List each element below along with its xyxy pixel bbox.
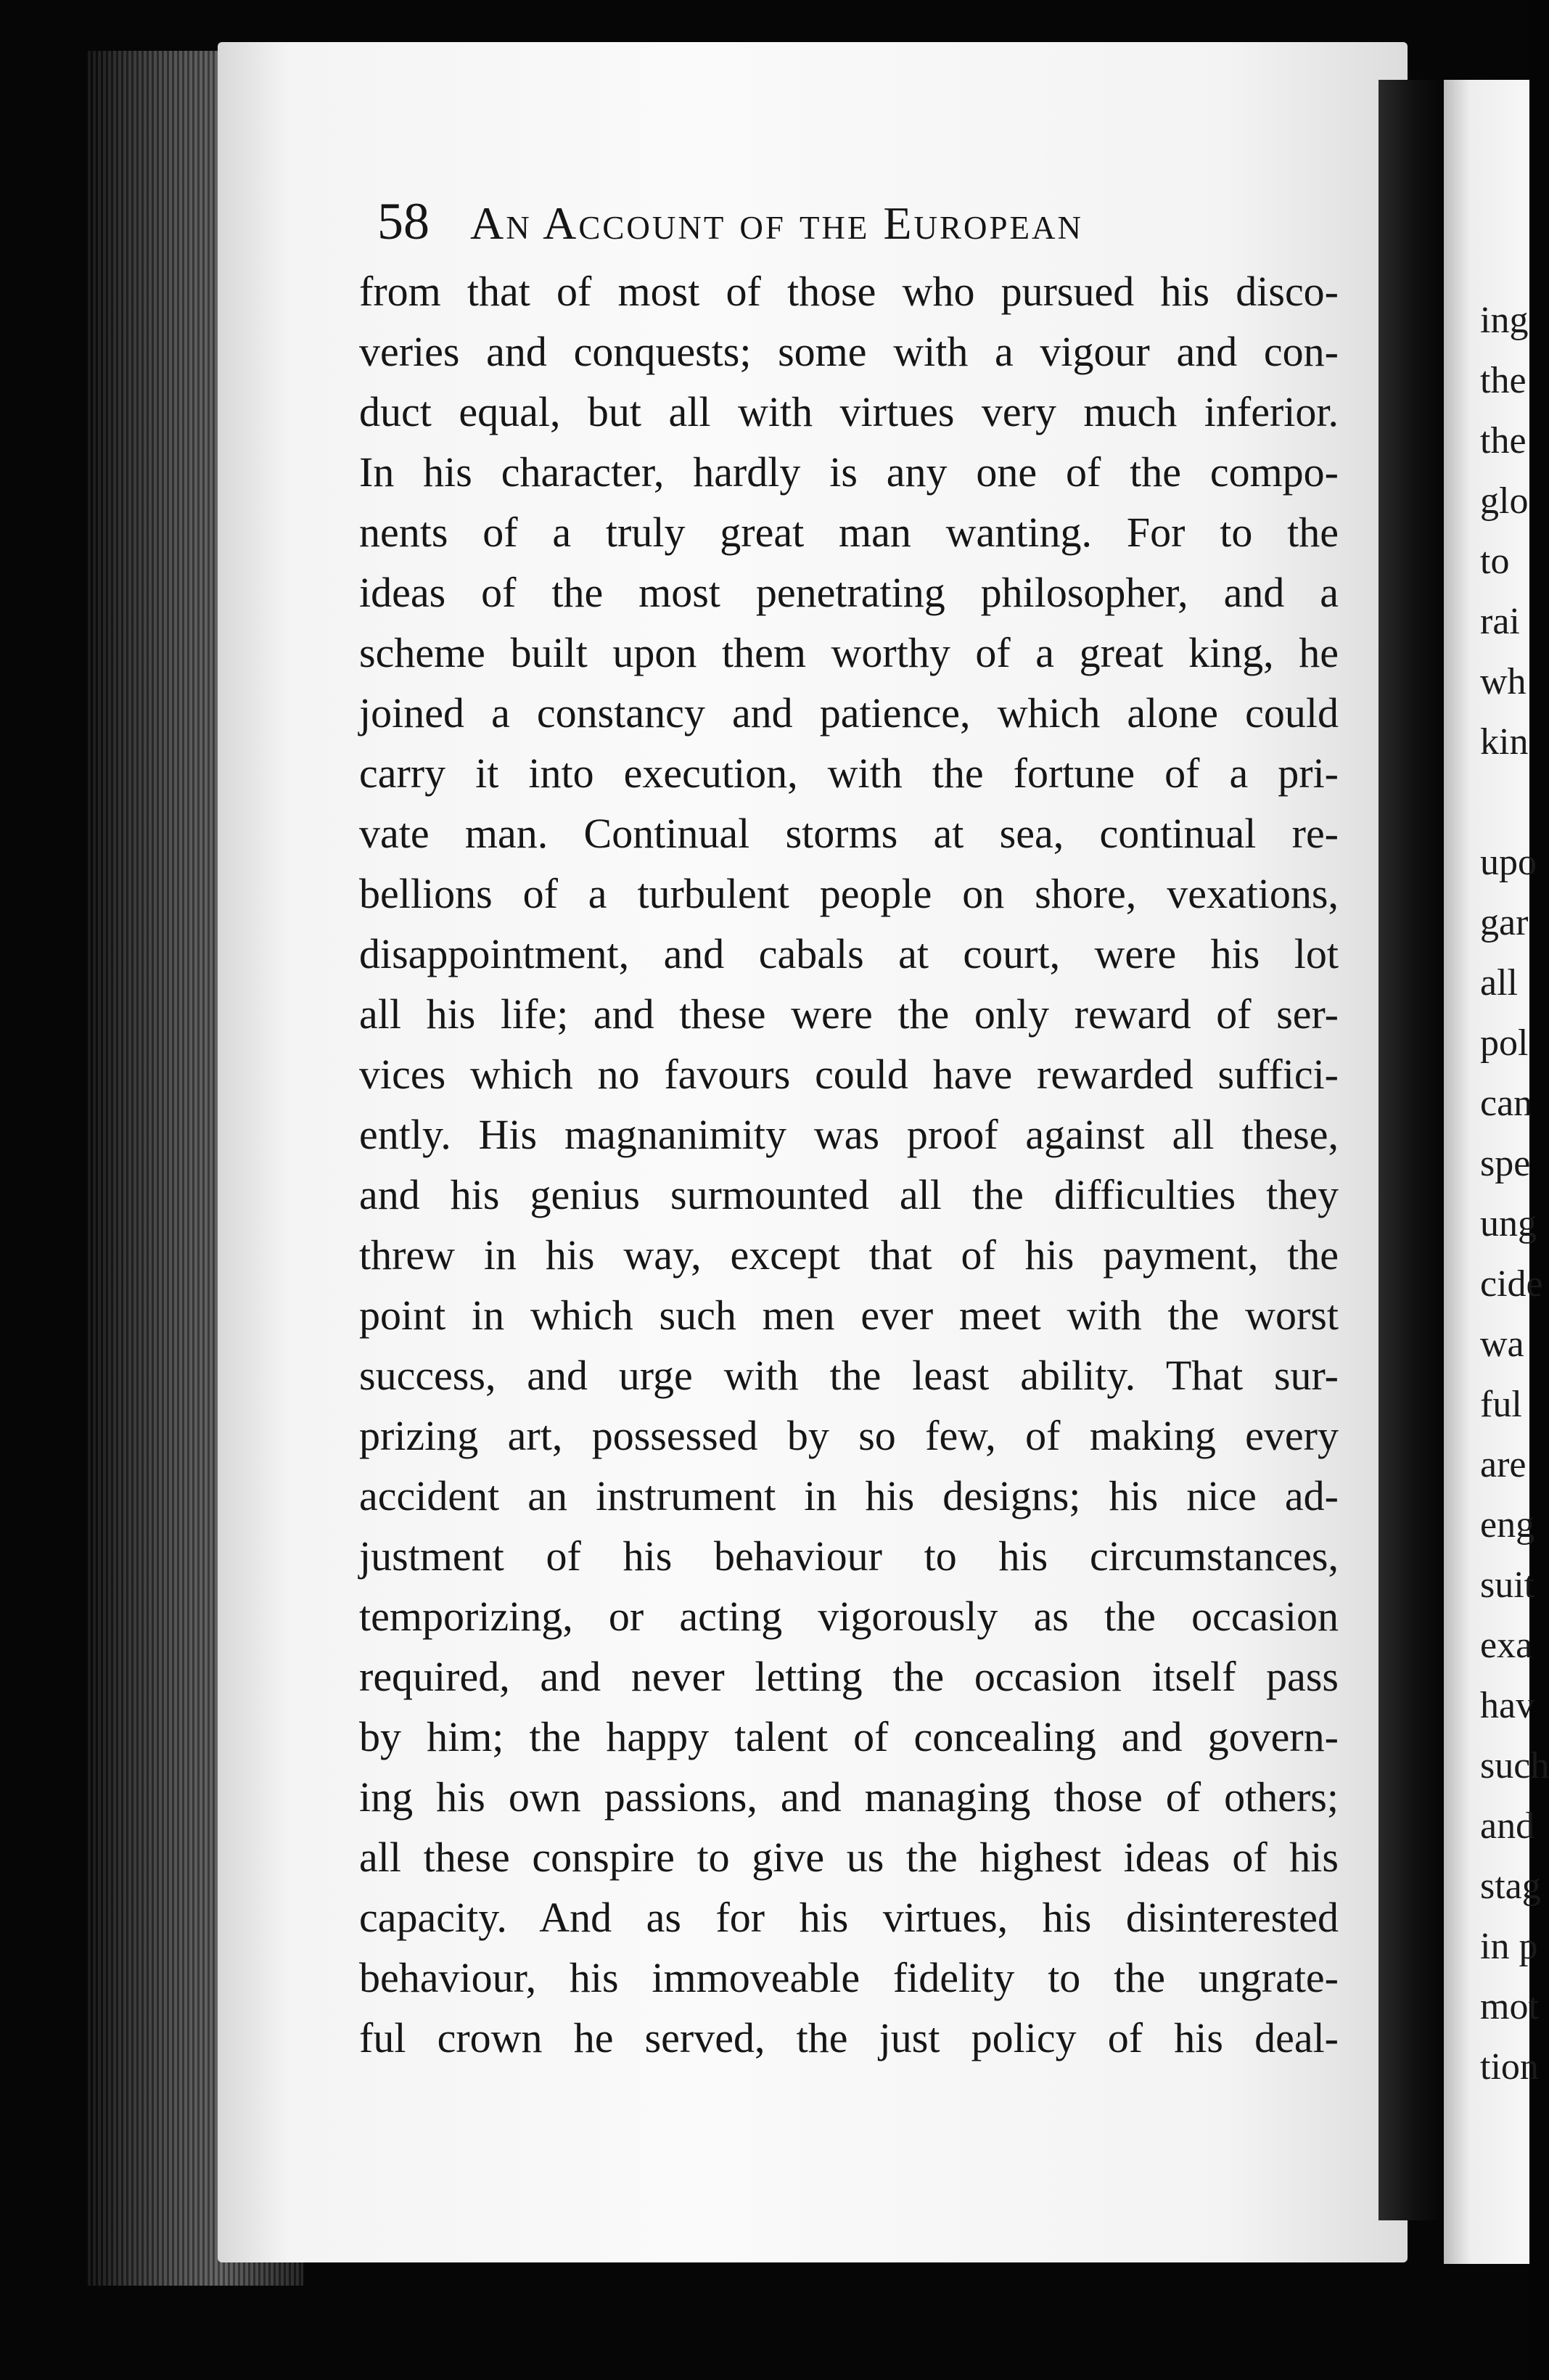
text-line: scheme built upon them worthy of a great king, he bbox=[359, 629, 1339, 676]
text-line: required, and never letting the occasion itself pass bbox=[359, 1653, 1339, 1700]
text-line: justment of his behaviour to his circumstances, bbox=[359, 1532, 1339, 1580]
text-line: all these conspire to give us the highest ideas of his bbox=[359, 1834, 1339, 1881]
facing-page-fragment: all bbox=[1480, 962, 1518, 1004]
text-line: all his life; and these were the only reward of ser- bbox=[359, 990, 1339, 1038]
facing-page-fragment: stag bbox=[1480, 1866, 1541, 1907]
facing-page-fragment: mot bbox=[1480, 1986, 1539, 2027]
facing-page-fragment: upo bbox=[1480, 842, 1537, 883]
facing-page-fragment bbox=[1480, 772, 1529, 832]
facing-page-fragment: tion bbox=[1480, 2046, 1539, 2088]
text-line: by him; the happy talent of concealing and govern- bbox=[359, 1713, 1339, 1760]
text-line: threw in his way, except that of his payment, the bbox=[359, 1231, 1339, 1279]
text-line: ful crown he served, the just policy of his deal- bbox=[359, 2014, 1339, 2061]
facing-page-fragment: are bbox=[1480, 1444, 1527, 1485]
facing-page-fragment: ful bbox=[1480, 1384, 1522, 1425]
text-line: vices which no favours could have rewarded suffici- bbox=[359, 1051, 1339, 1098]
text-line: vate man. Continual storms at sea, continual re- bbox=[359, 810, 1339, 857]
facing-page-fragment: ung bbox=[1480, 1203, 1537, 1244]
body-text bbox=[359, 261, 1339, 2068]
text-line: accident an instrument in his designs; his nice ad- bbox=[359, 1472, 1339, 1519]
facing-page-fragment: ing bbox=[1480, 300, 1529, 341]
text-line: and his genius surmounted all the difficulties they bbox=[359, 1171, 1339, 1218]
facing-page-fragment: gar bbox=[1480, 902, 1529, 943]
facing-page-fragment: kin bbox=[1480, 721, 1529, 763]
text-line: success, and urge with the least ability. That sur- bbox=[359, 1352, 1339, 1399]
running-title: An Account of the European bbox=[470, 197, 1084, 249]
facing-page-fragment: wh bbox=[1480, 661, 1527, 702]
facing-page-fragment: pol bbox=[1480, 1022, 1529, 1064]
text-line: ently. His magnanimity was proof against all these, bbox=[359, 1111, 1339, 1158]
text-line: veries and conquests; some with a vigour and con- bbox=[359, 328, 1339, 375]
text-line: bellions of a turbulent people on shore, vexations, bbox=[359, 870, 1339, 917]
page-header bbox=[377, 181, 1320, 261]
text-line: ing his own passions, and managing those of others; bbox=[359, 1773, 1339, 1821]
facing-page-fragment: and bbox=[1480, 1805, 1535, 1847]
text-line: duct equal, but all with virtues very much inferior. bbox=[359, 388, 1339, 435]
facing-page-fragment: rai bbox=[1480, 601, 1520, 642]
facing-page-fragment: the bbox=[1480, 420, 1527, 461]
text-line: behaviour, his immoveable fidelity to the ungrate- bbox=[359, 1954, 1339, 2001]
text-line: temporizing, or acting vigorously as the occasion bbox=[359, 1593, 1339, 1640]
text-line: In his character, hardly is any one of the compo- bbox=[359, 448, 1339, 496]
text-line: nents of a truly great man wanting. For to the bbox=[359, 509, 1339, 556]
text-line: disappointment, and cabals at court, were his lot bbox=[359, 930, 1339, 977]
facing-page-fragment: cide bbox=[1480, 1263, 1543, 1305]
facing-page-fragment: to bbox=[1480, 541, 1510, 582]
facing-page-fragment: suit bbox=[1480, 1564, 1535, 1606]
text-line: ideas of the most penetrating philosopher, and a bbox=[359, 569, 1339, 616]
facing-page-fragment: wa bbox=[1480, 1324, 1524, 1365]
facing-page-fragment: the bbox=[1480, 360, 1527, 401]
text-line: point in which such men ever meet with the worst bbox=[359, 1292, 1339, 1339]
text-line: from that of most of those who pursued his disco- bbox=[359, 268, 1339, 315]
facing-page-fragment: hav bbox=[1480, 1685, 1535, 1726]
text-line: prizing art, possessed by so few, of making every bbox=[359, 1412, 1339, 1459]
facing-page-fragment: spe bbox=[1480, 1143, 1531, 1184]
facing-page-fragment: in p bbox=[1480, 1926, 1538, 1967]
text-line: capacity. And as for his virtues, his disinterested bbox=[359, 1894, 1339, 1941]
facing-page-fragment: can bbox=[1480, 1083, 1533, 1124]
text-line: joined a constancy and patience, which alone could bbox=[359, 689, 1339, 736]
facing-page-fragment: such bbox=[1480, 1745, 1549, 1786]
page-number: 58 bbox=[377, 192, 430, 250]
facing-page-fragment: exa bbox=[1480, 1625, 1533, 1666]
facing-page-fragment: eng bbox=[1480, 1504, 1535, 1546]
page-gutter bbox=[1379, 80, 1444, 2220]
text-line: carry it into execution, with the fortune of a pri- bbox=[359, 750, 1339, 797]
facing-page-fragment: glo bbox=[1480, 480, 1529, 522]
facing-page-fragments bbox=[1480, 290, 1549, 2097]
